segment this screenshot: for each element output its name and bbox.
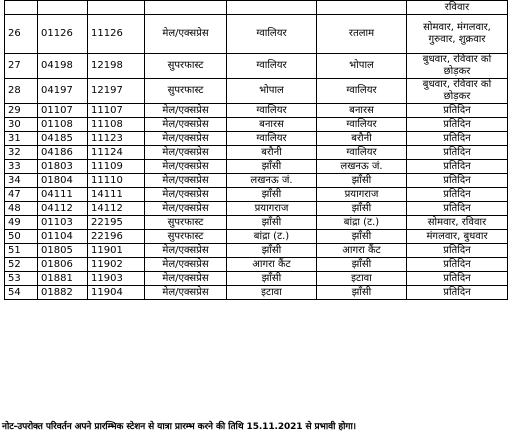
cell-days: सोमवार, मंगलवार, गुरुवार, शुक्रवार (407, 15, 508, 54)
cell-from-station: बांद्रा (ट.) (227, 230, 317, 244)
cell-old-number: 11126 (88, 15, 145, 54)
cell-from-station: झाँसी (227, 272, 317, 286)
cell-serial: 31 (5, 132, 38, 146)
cell-to-station: आगरा कैंट (317, 244, 407, 258)
cell-days: प्रतिदिन (407, 258, 508, 272)
cell-empty (5, 1, 38, 15)
cell-new-number: 04185 (38, 132, 88, 146)
cell-from-station: झाँसी (227, 188, 317, 202)
cell-from-station: बनारस (227, 118, 317, 132)
cell-serial: 33 (5, 160, 38, 174)
cell-serial: 53 (5, 272, 38, 286)
cell-old-number: 11901 (88, 244, 145, 258)
cell-from-station: आगरा कैंट (227, 258, 317, 272)
cell-serial: 52 (5, 258, 38, 272)
cell-from-station: ग्वालियर (227, 132, 317, 146)
cell-serial: 47 (5, 188, 38, 202)
table-row (5, 188, 508, 202)
cell-days: प्रतिदिन (407, 202, 508, 216)
cell-old-number: 11904 (88, 286, 145, 300)
cell-days: प्रतिदिन (407, 272, 508, 286)
cell-to-station: बांद्रा (ट.) (317, 216, 407, 230)
cell-days: सोमवार, रविवार (407, 216, 508, 230)
table-row (5, 202, 508, 216)
cell-old-number: 11123 (88, 132, 145, 146)
cell-days: प्रतिदिन (407, 146, 508, 160)
cell-from-station: इटावा (227, 286, 317, 300)
cell-train-type: सुपरफास्ट (145, 54, 227, 79)
cell-old-number: 11107 (88, 104, 145, 118)
cell-from-station: प्रयागराज (227, 202, 317, 216)
cell-new-number: 04197 (38, 79, 88, 104)
table-row (5, 258, 508, 272)
cell-empty (38, 1, 88, 15)
cell-to-station: लखनऊ जं. (317, 160, 407, 174)
table-row (5, 104, 508, 118)
table-row (5, 118, 508, 132)
cell-train-type: सुपरफास्ट (145, 230, 227, 244)
cell-new-number: 04186 (38, 146, 88, 160)
table-row (5, 132, 508, 146)
cell-from-station: झाँसी (227, 160, 317, 174)
cell-train-type: मेल/एक्सप्रेस (145, 174, 227, 188)
cell-days: प्रतिदिन (407, 174, 508, 188)
cell-from-station: भोपाल (227, 79, 317, 104)
cell-days: बुधवार, रविवार को छोड़कर (407, 54, 508, 79)
cell-to-station: प्रयागराज (317, 188, 407, 202)
cell-serial: 50 (5, 230, 38, 244)
table-row (5, 244, 508, 258)
cell-serial: 28 (5, 79, 38, 104)
cell-new-number: 01126 (38, 15, 88, 54)
cell-old-number: 12197 (88, 79, 145, 104)
cell-train-type: सुपरफास्ट (145, 216, 227, 230)
cell-new-number: 01805 (38, 244, 88, 258)
cell-new-number: 01107 (38, 104, 88, 118)
cell-days: बुधवार, रविवार को छोड़कर (407, 79, 508, 104)
cell-old-number: 12198 (88, 54, 145, 79)
cell-from-station: झाँसी (227, 216, 317, 230)
cell-old-number: 14111 (88, 188, 145, 202)
cell-train-type: मेल/एक्सप्रेस (145, 286, 227, 300)
cell-to-station: इटावा (317, 272, 407, 286)
cell-days: प्रतिदिन (407, 244, 508, 258)
cell-serial: 48 (5, 202, 38, 216)
cell-days: प्रतिदिन (407, 160, 508, 174)
cell-train-type: मेल/एक्सप्रेस (145, 244, 227, 258)
train-table (4, 0, 508, 300)
cell-train-type: मेल/एक्सप्रेस (145, 104, 227, 118)
cell-to-station: भोपाल (317, 54, 407, 79)
table-row (5, 272, 508, 286)
table-row (5, 230, 508, 244)
cell-old-number: 11110 (88, 174, 145, 188)
cell-train-type: मेल/एक्सप्रेस (145, 272, 227, 286)
cell-train-type: मेल/एक्सप्रेस (145, 188, 227, 202)
cell-days: रविवार (407, 1, 508, 15)
cell-old-number: 22195 (88, 216, 145, 230)
cell-serial: 32 (5, 146, 38, 160)
cell-from-station: लखनऊ जं. (227, 174, 317, 188)
cell-old-number: 14112 (88, 202, 145, 216)
cell-new-number: 01882 (38, 286, 88, 300)
cell-empty (145, 1, 227, 15)
cell-old-number: 11903 (88, 272, 145, 286)
table-row (5, 54, 508, 79)
cell-from-station: ग्वालियर (227, 104, 317, 118)
cell-to-station: रतलाम (317, 15, 407, 54)
cell-new-number: 01108 (38, 118, 88, 132)
cell-days: प्रतिदिन (407, 286, 508, 300)
cell-new-number: 01881 (38, 272, 88, 286)
cell-to-station: झाँसी (317, 258, 407, 272)
cell-old-number: 11902 (88, 258, 145, 272)
table-row (5, 146, 508, 160)
table-row-continued (5, 1, 508, 15)
cell-from-station: ग्वालियर (227, 54, 317, 79)
cell-days: प्रतिदिन (407, 118, 508, 132)
cell-train-type: मेल/एक्सप्रेस (145, 258, 227, 272)
cell-old-number: 22196 (88, 230, 145, 244)
cell-train-type: मेल/एक्सप्रेस (145, 160, 227, 174)
cell-empty (88, 1, 145, 15)
cell-serial: 34 (5, 174, 38, 188)
cell-train-type: मेल/एक्सप्रेस (145, 146, 227, 160)
cell-serial: 49 (5, 216, 38, 230)
cell-old-number: 11124 (88, 146, 145, 160)
cell-serial: 27 (5, 54, 38, 79)
cell-days: प्रतिदिन (407, 132, 508, 146)
cell-new-number: 04112 (38, 202, 88, 216)
cell-to-station: ग्वालियर (317, 118, 407, 132)
cell-train-type: मेल/एक्सप्रेस (145, 202, 227, 216)
cell-serial: 54 (5, 286, 38, 300)
cell-new-number: 01804 (38, 174, 88, 188)
cell-to-station: बनारस (317, 104, 407, 118)
table-row (5, 79, 508, 104)
cell-new-number: 01104 (38, 230, 88, 244)
cell-new-number: 01103 (38, 216, 88, 230)
cell-new-number: 01806 (38, 258, 88, 272)
cell-days: प्रतिदिन (407, 104, 508, 118)
cell-old-number: 11109 (88, 160, 145, 174)
cell-days: प्रतिदिन (407, 188, 508, 202)
cell-serial: 30 (5, 118, 38, 132)
cell-to-station: झाँसी (317, 202, 407, 216)
cell-to-station: झाँसी (317, 286, 407, 300)
cell-old-number: 11108 (88, 118, 145, 132)
cell-new-number: 04111 (38, 188, 88, 202)
footnote: नोट-उपरोक्त परिवर्तन अपने प्रारम्भिक स्टेशन से यात्रा प्रारम्भ करने की तिथि 15.11.2021 से प्रभावी होगा। (2, 422, 356, 432)
cell-from-station: झाँसी (227, 244, 317, 258)
cell-serial: 26 (5, 15, 38, 54)
cell-to-station: ग्वालियर (317, 146, 407, 160)
table-row (5, 216, 508, 230)
table-row (5, 286, 508, 300)
cell-to-station: ग्वालियर (317, 79, 407, 104)
cell-train-type: सुपरफास्ट (145, 79, 227, 104)
cell-empty (227, 1, 317, 15)
table-row (5, 160, 508, 174)
table-row (5, 15, 508, 54)
cell-serial: 51 (5, 244, 38, 258)
cell-new-number: 04198 (38, 54, 88, 79)
cell-to-station: बरौनी (317, 132, 407, 146)
cell-new-number: 01803 (38, 160, 88, 174)
cell-to-station: झाँसी (317, 230, 407, 244)
cell-from-station: बरौनी (227, 146, 317, 160)
cell-train-type: मेल/एक्सप्रेस (145, 132, 227, 146)
cell-to-station: झाँसी (317, 174, 407, 188)
cell-serial: 29 (5, 104, 38, 118)
cell-empty (317, 1, 407, 15)
cell-train-type: मेल/एक्सप्रेस (145, 15, 227, 54)
cell-days: मंगलवार, बुधवार (407, 230, 508, 244)
cell-train-type: मेल/एक्सप्रेस (145, 118, 227, 132)
table-row (5, 174, 508, 188)
cell-from-station: ग्वालियर (227, 15, 317, 54)
